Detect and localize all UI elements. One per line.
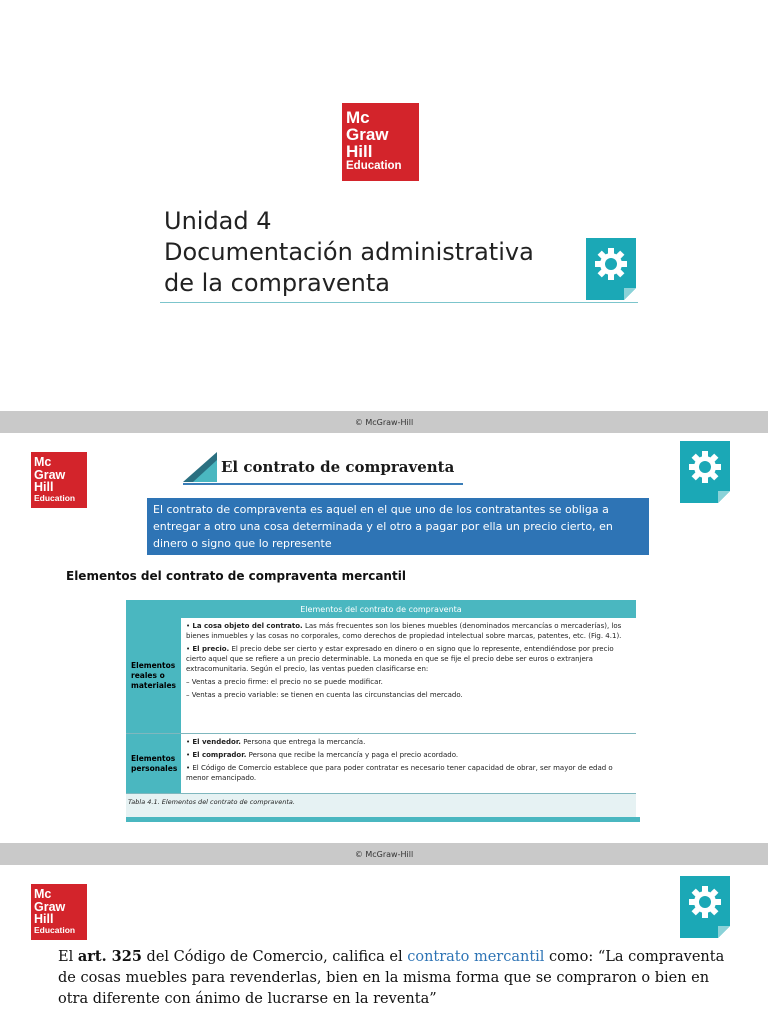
slide-contract [0, 434, 768, 844]
slide-article [0, 866, 768, 1024]
list-item: • El Código de Comercio establece que para poder contratar es necesario tener capacidad de obrar, ser mayor de edad o menor emancipado. [186, 764, 613, 782]
list-item: • El precio. El precio debe ser cierto y estar expresado en dinero o en signo que lo represente, entendiéndose por precio cierto aquel que se refiere a un precio determinable. La moneda en que se fije el precio debe ser euros o extranjera extracomunitaria. Según el precio, las ventas pueden clasificarse en: [186, 645, 614, 673]
gear-document-icon [586, 238, 636, 300]
row-category: Elementos reales o materiales [126, 618, 181, 733]
gear-document-icon [680, 441, 730, 503]
footer-copyright: © McGraw-Hill [0, 411, 768, 433]
footer-copyright: © McGraw-Hill [0, 843, 768, 865]
unit-name-line1: Documentación administrativa [164, 238, 534, 266]
list-item: • El vendedor. Persona que entrega la mercancía. [186, 738, 366, 746]
mcgraw-hill-logo: Mc Graw Hill Education [31, 452, 87, 508]
section-heading [183, 452, 454, 482]
elements-table [126, 600, 636, 822]
unit-name-line2: de la compraventa [164, 269, 390, 297]
article-quote: El art. 325 del Código de Comercio, califica el contrato mercantil como: “La compraventa de cosas muebles para revenderlas, bien en la misma forma que se compraron o bien en otra diferente con ánimo de lucrarse en la reventa” [58, 948, 725, 1007]
row-content [181, 618, 636, 733]
highlight-term: contrato mercantil [407, 949, 545, 965]
unit-title [164, 206, 584, 299]
mcgraw-hill-logo: Mc Graw Hill Education [31, 884, 87, 940]
list-item: • El comprador. Persona que recibe la mercancía y paga el precio acordado. [186, 751, 459, 759]
heading-underline [183, 483, 463, 485]
elements-heading: Elementos del contrato de compraventa mercantil [66, 569, 406, 583]
table-row [126, 734, 636, 794]
sub-item: – Ventas a precio firme: el precio no se puede modificar. [186, 678, 383, 686]
sub-item: – Ventas a precio variable: se tienen en cuenta las circunstancias del mercado. [186, 691, 463, 699]
unit-number: Unidad 4 [164, 207, 272, 235]
table-row [126, 618, 636, 734]
mcgraw-hill-logo: Mc Graw Hill Education [342, 103, 419, 181]
slide-title-text: El contrato de compraventa [221, 458, 455, 476]
row-content [181, 734, 636, 793]
row-category: Elementos personales [126, 734, 181, 793]
title-divider [160, 302, 638, 303]
table-header: Elementos del contrato de compraventa [126, 600, 636, 618]
definition-box: El contrato de compraventa es aquel en el que uno de los contratantes se obliga a entregar a otro una cosa determinada y el otro a pagar por ella un precio cierto, en dinero o signo que lo represente [147, 498, 649, 555]
list-item: • La cosa objeto del contrato. Las más frecuentes son los bienes muebles (denominados mercancías o mercaderías), los bienes inmuebles y las cosas no corporales, como derechos de propiedad intelectual sobre marcas, patentes, etc. (Fig. 4.1). [186, 622, 622, 640]
triangle-icon [183, 452, 217, 482]
table-caption: Tabla 4.1. Elementos del contrato de compraventa. [128, 798, 295, 806]
gear-document-icon [680, 876, 730, 938]
slide-title [0, 0, 768, 410]
table-bottom-bar [126, 817, 640, 822]
